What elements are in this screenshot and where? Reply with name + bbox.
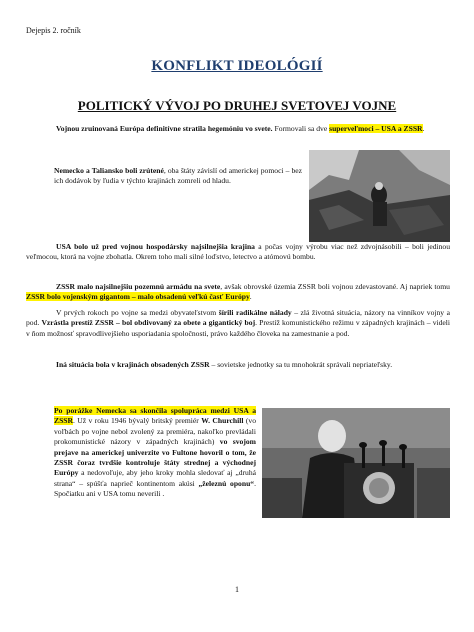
paragraph-4 <box>26 282 450 303</box>
p7-bold-name: W. Churchill <box>201 416 244 426</box>
p7-bold-speech: vo svojom prejave na americkej univerzite vo Fultone hovoril o tom, že ZSSR čoraz tvrdšie kontroluje štáty strednej a východnej Európy <box>54 437 256 478</box>
p5-text-a: V prvých rokoch po vojne sa medzi obyvateľstvom <box>56 308 219 317</box>
p7-text-d: . Spočiatku ani v USA tomu neverili . <box>54 478 257 499</box>
p1-highlight: superveľmoci – USA a ZSSR <box>329 124 423 133</box>
p2-text: , oba štáty závislí od americkej pomoci – bez ich dodávok by ľudia v týchto krajinách zomreli od hladu. <box>54 166 302 186</box>
p4-bold: ZSSR malo najsilnejšiu pozemnú armádu na svete <box>56 282 221 291</box>
page-title: KONFLIKT IDEOLÓGIÍ <box>151 58 323 74</box>
p1-text: Formovali sa dve <box>272 124 330 133</box>
p7-text-b: (vo voľbách po vojne nebol zvolený za premiéra, nakoľko prevládali prokomunistické názory v západných krajinách) <box>54 416 257 447</box>
p7-text-a: . Už v roku 1946 bývalý britský premiér <box>73 416 202 426</box>
section-heading: POLITICKÝ VÝVOJ PO DRUHEJ SVETOVEJ VOJNE <box>77 98 397 113</box>
p6-text: – sovietske jednotky sa tu mnohokrát správali nepriateľsky. <box>209 360 393 369</box>
ruined-city-photo <box>309 150 450 242</box>
p1-bold: Vojnou zruinovaná Európa definitívne stratila hegemóniu vo svete. <box>56 124 273 133</box>
p4-end: . <box>249 292 252 302</box>
p7-highlight: Po porážke Nemecka sa skončila spolupráca medzi USA a ZSSR <box>54 406 256 426</box>
paragraph-1 <box>26 124 450 134</box>
p1-end: . <box>422 124 425 133</box>
p3-text: a počas vojny výrobu viac než zdvojnásobili – boli jedinou veľmocou, ktorá na vojne zbohatla. Okrem toho mali silné loďstvo, letectvo a atómovú bombu. <box>26 242 450 262</box>
p5-text-c: . Prestíž komunistického režimu v západných krajinách – videli v ňom možnosť spravodlivejšieho usporiadania spoločnosti, právo každého človeka na zamestnanie a pod. <box>26 318 451 338</box>
p4-text: , avšak obrovské územia ZSSR boli vojnou zdevastované. Aj napriek tomu <box>220 282 450 291</box>
paragraph-6 <box>26 360 450 370</box>
p5-bold-b: Vzrástla prestíž ZSSR – bol obdivovaný za obete a gigantický boj <box>41 318 256 328</box>
p4-highlight: ZSSR bolo vojenským gigantom – malo obsadenú veľkú časť Európy <box>26 292 250 302</box>
p2-bold: Nemecko a Taliansko boli zrútené <box>54 166 164 175</box>
p7-text-c: a nedovoľuje, aby jeho kroky mohla sledovať aj „druhá strana“ – spúšťa naprieč kontinentom akúsi <box>54 468 256 488</box>
p5-bold-a: šírili radikálne nálady <box>218 308 292 317</box>
p5-text-b: – zlá životná situácia, názory na vinníkov vojny a pod. <box>26 308 450 328</box>
paragraph-3 <box>26 242 450 263</box>
p3-bold: USA bolo už pred vojnou hospodársky najsilnejšia krajina <box>56 242 255 251</box>
paragraph-7 <box>54 406 256 500</box>
header-text: Dejepis 2. ročník <box>26 26 81 35</box>
p6-bold: Iná situácia bola v krajinách obsadených ZSSR <box>56 360 210 369</box>
page-number: 1 <box>235 585 239 594</box>
churchill-speech-photo <box>262 408 450 518</box>
paragraph-2 <box>54 166 302 187</box>
ruined-city-photo-drawing <box>309 150 450 242</box>
paragraph-5 <box>26 308 450 339</box>
churchill-speech-photo-drawing <box>262 408 450 518</box>
p7-bold-curtain: „železnú oponu“ <box>198 478 255 488</box>
